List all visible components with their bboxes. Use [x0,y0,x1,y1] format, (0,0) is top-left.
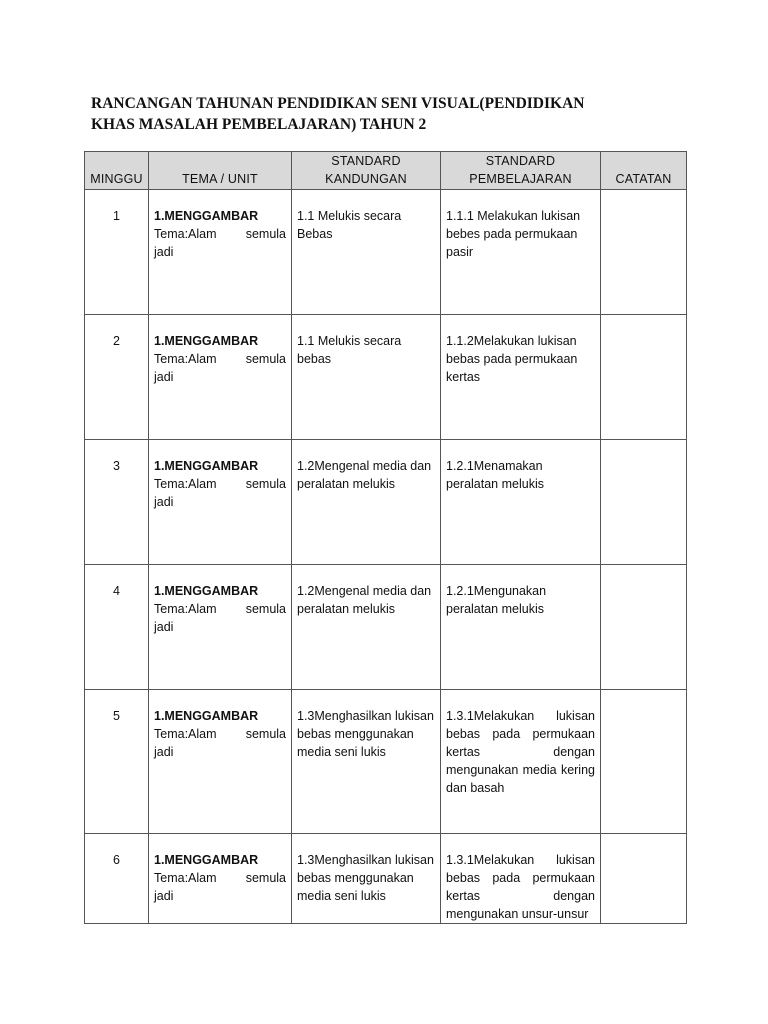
unit-name: 1.MENGGAMBAR [154,709,259,723]
table-row [85,565,687,690]
standard-kandungan-cell: 1.1 Melukis secara Bebas [292,190,441,315]
week-cell: 6 [85,834,149,924]
tema-line: Tema:Alam semula [154,227,286,241]
tema-unit-cell [149,440,292,565]
table-row [85,834,687,924]
unit-name: 1.MENGGAMBAR [154,209,259,223]
yearly-plan-table [84,151,687,924]
header-tema-unit: TEMA / UNIT [149,152,292,190]
catatan-cell [601,440,687,565]
standard-pembelajaran-cell: 1.2.1Menamakan peralatan melukis [441,440,601,565]
unit-name: 1.MENGGAMBAR [154,459,259,473]
unit-name: 1.MENGGAMBAR [154,334,259,348]
tema-line: Tema:Alam semula [154,477,286,491]
tema-line-2: jadi [154,620,174,634]
tema-unit-cell [149,315,292,440]
unit-name: 1.MENGGAMBAR [154,584,259,598]
catatan-cell [601,315,687,440]
table-row [85,190,687,315]
catatan-cell [601,834,687,924]
table-row [85,440,687,565]
tema-line: Tema:Alam semula [154,352,286,366]
unit-name: 1.MENGGAMBAR [154,853,259,867]
standard-kandungan-cell: 1.3Menghasilkan lukisan bebas menggunakan media seni lukis [292,834,441,924]
catatan-cell [601,565,687,690]
week-cell: 3 [85,440,149,565]
week-cell: 1 [85,190,149,315]
tema-line: Tema:Alam semula [154,727,286,741]
week-cell: 2 [85,315,149,440]
tema-line: Tema:Alam semula [154,602,286,616]
week-cell: 4 [85,565,149,690]
standard-pembelajaran-cell: 1.3.1Melakukan lukisan bebas pada permukaan kertas dengan mengunakan unsur-unsur [441,834,601,924]
tema-line-2: jadi [154,495,174,509]
week-cell: 5 [85,690,149,834]
table-row [85,315,687,440]
tema-unit-cell [149,834,292,924]
standard-kandungan-cell: 1.2Mengenal media dan peralatan melukis [292,565,441,690]
header-minggu: MINGGU [85,152,149,190]
table-header-row [85,152,687,190]
tema-unit-cell [149,690,292,834]
header-standard-pembelajaran: STANDARD PEMBELAJARAN [441,152,601,190]
standard-pembelajaran-cell: 1.3.1Melakukan lukisan bebas pada permukaan kertas dengan mengunakan media kering dan basah [441,690,601,834]
header-catatan: CATATAN [601,152,687,190]
table-row [85,690,687,834]
document-title-line-1: RANCANGAN TAHUNAN PENDIDIKAN SENI VISUAL(PENDIDIKAN [91,95,585,112]
header-standard-kandungan: STANDARD KANDUNGAN [292,152,441,190]
tema-unit-cell [149,190,292,315]
tema-line-2: jadi [154,745,174,759]
catatan-cell [601,690,687,834]
standard-pembelajaran-cell: 1.2.1Mengunakan peralatan melukis [441,565,601,690]
catatan-cell [601,190,687,315]
tema-line-2: jadi [154,245,174,259]
standard-kandungan-cell: 1.1 Melukis secara bebas [292,315,441,440]
tema-line: Tema:Alam semula [154,871,286,885]
tema-line-2: jadi [154,889,174,903]
standard-pembelajaran-cell: 1.1.2Melakukan lukisan bebas pada permukaan kertas [441,315,601,440]
document-title [91,93,691,135]
standard-kandungan-cell: 1.2Mengenal media dan peralatan melukis [292,440,441,565]
standard-pembelajaran-cell: 1.1.1 Melakukan lukisan bebes pada permukaan pasir [441,190,601,315]
tema-line-2: jadi [154,370,174,384]
standard-kandungan-cell: 1.3Menghasilkan lukisan bebas menggunakan media seni lukis [292,690,441,834]
document-title-line-2: KHAS MASALAH PEMBELAJARAN) TAHUN 2 [91,116,427,133]
tema-unit-cell [149,565,292,690]
